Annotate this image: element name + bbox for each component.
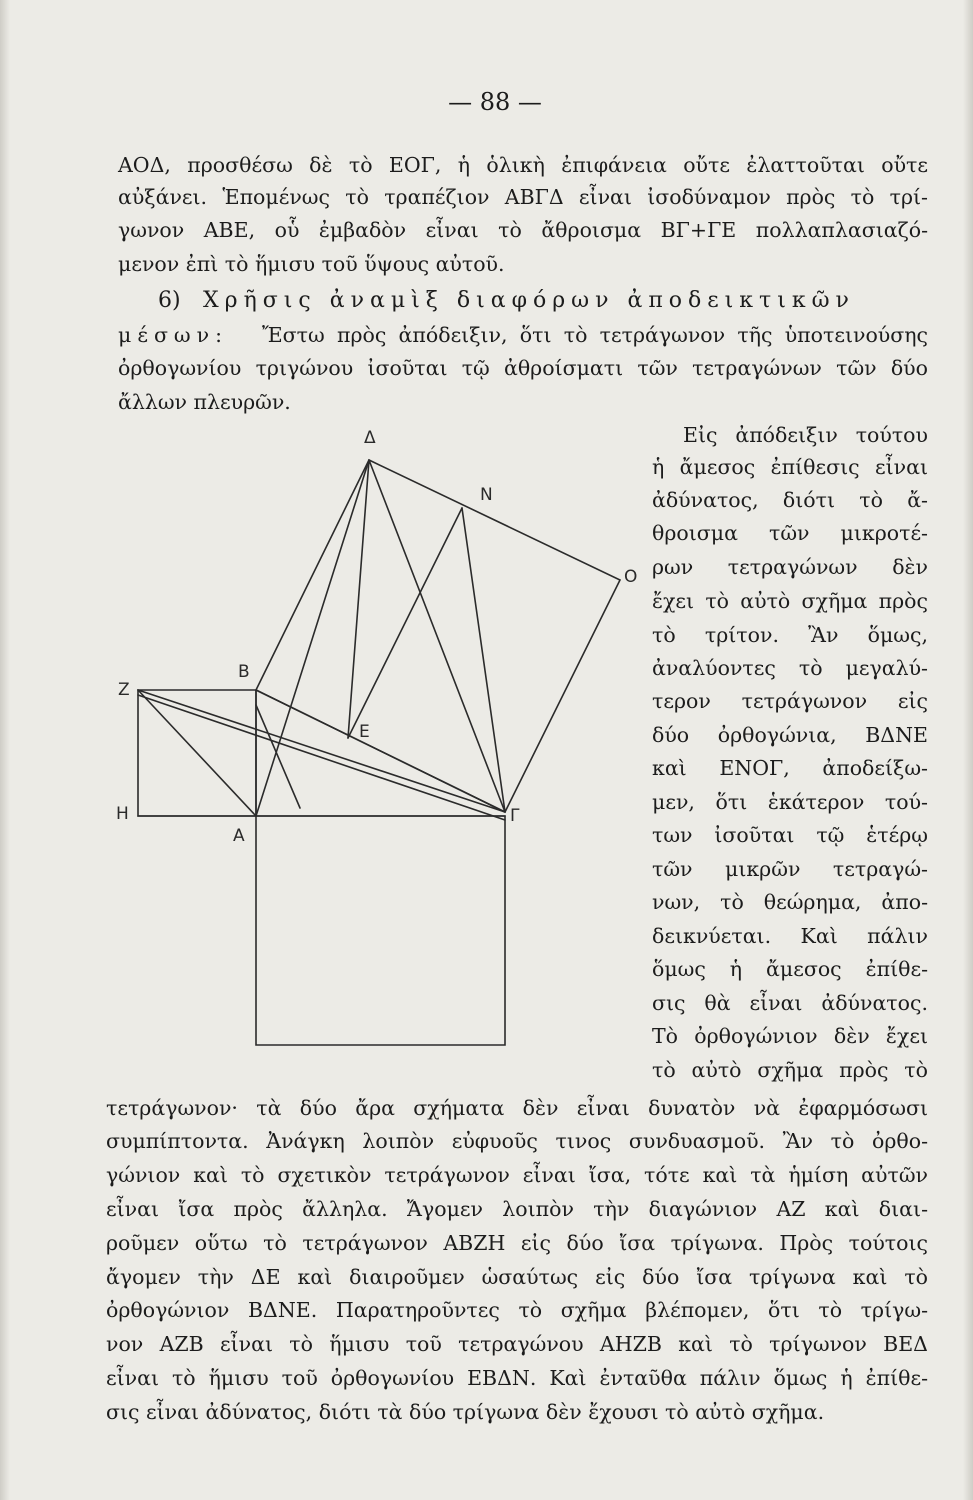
label-zeta: Ζ bbox=[118, 680, 130, 700]
text-line: ἄγομεν τὴν ΔΕ καὶ διαιροῦμεν ὡσαύτως εἰς δύο ἴσα τρίγωνα καὶ τὸ bbox=[106, 1265, 928, 1289]
side-text-line: ἀδύνατος, διότι τὸ ἄ- bbox=[652, 488, 928, 512]
line-da bbox=[256, 460, 369, 816]
line-n-g bbox=[462, 508, 505, 812]
text-line: ὀρθογώνιον ΒΔΝΕ. Παρατηροῦντες τὸ σχῆμα βλέπομεν, ὅτι τὸ τρίγω- bbox=[106, 1298, 928, 1322]
side-text-line: ρων τετραγώνων δὲν bbox=[652, 555, 928, 579]
label-omicron: Ο bbox=[624, 567, 638, 587]
text-line: αὐξάνει. Ἑπομένως τὸ τραπέζιον ΑΒΓΔ εἶναι ἰσοδύναμον πρὸς τὸ τρί- bbox=[118, 185, 928, 209]
lower-square bbox=[256, 816, 505, 1045]
hypotenuse-square bbox=[256, 460, 620, 812]
label-eta: Η bbox=[116, 804, 129, 824]
side-text-line: των ἰσοῦται τῷ ἑτέρῳ bbox=[652, 823, 928, 847]
side-text-line: ὅμως ἡ ἄμεσος ἐπίθε- bbox=[652, 957, 928, 981]
line-dg bbox=[369, 460, 505, 812]
section-number: 6) bbox=[158, 288, 181, 313]
section-heading: Χρῆσις ἀναμὶξ διαφόρων ἀποδεικτικῶν bbox=[203, 288, 855, 313]
line-zg bbox=[138, 690, 505, 812]
text-line: νον ΑΖΒ εἶναι τὸ ἥμισυ τοῦ τετραγώνου ΑΗΖΒ καὶ τὸ τρίγωνον ΒΕΔ bbox=[106, 1332, 928, 1356]
side-text-line: τὸ αὐτὸ σχῆμα πρὸς τὸ bbox=[652, 1058, 928, 1082]
side-text-line: ἀναλύοντες τὸ μεγαλύ- bbox=[652, 656, 928, 680]
side-text-line: Εἰς ἀπόδειξιν τούτου bbox=[683, 423, 928, 447]
text-line: γώνιον καὶ τὸ σχετικὸν τετράγωνον εἶναι ἴσα, τότε καὶ τὰ ἡμίση αὐτῶν bbox=[106, 1163, 928, 1187]
section-heading-cont: μέσων: bbox=[118, 323, 229, 347]
page-number: — 88 — bbox=[448, 88, 542, 116]
label-alpha: Α bbox=[233, 826, 245, 846]
side-text-line: καὶ ΕΝΟΓ, ἀποδείξω- bbox=[652, 756, 928, 780]
label-delta: Δ bbox=[364, 428, 376, 448]
text-line: σις εἶναι ἀδύνατος, διότι τὰ δύο τρίγωνα δὲν ἔχουσι τὸ αὐτὸ σχῆμα. bbox=[106, 1400, 825, 1424]
line-bd-long bbox=[256, 705, 300, 808]
label-nu: Ν bbox=[480, 485, 493, 505]
line-zg2 bbox=[138, 695, 505, 820]
text-line: ἄλλων πλευρῶν. bbox=[118, 390, 291, 414]
label-beta: Β bbox=[238, 662, 250, 682]
side-text-line: θροισμα τῶν μικροτέ- bbox=[652, 521, 928, 545]
side-text-line: δεικνύεται. Καὶ πάλιν bbox=[652, 924, 928, 948]
side-text-line: τερον τετράγωνον εἰς bbox=[652, 689, 928, 713]
side-text-line: νων, τὸ θεώρημα, ἀπο- bbox=[652, 890, 928, 914]
text-line: ροῦμεν οὕτω τὸ τετράγωνον ΑΒΖΗ εἰς δύο ἴσα τρίγωνα. Πρὸς τούτοις bbox=[106, 1231, 928, 1255]
line-en bbox=[348, 508, 462, 738]
text-line: τετράγωνον· τὰ δύο ἄρα σχήματα δὲν εἶναι δυνατὸν νὰ ἐφαρμόσωσι bbox=[106, 1096, 928, 1120]
text-line: ΑΟΔ, προσθέσω δὲ τὸ ΕΟΓ, ἡ ὁλικὴ ἐπιφάνεια οὔτε ἐλαττοῦται οὔτε bbox=[118, 153, 928, 177]
side-text-line: τῶν μικρῶν τετραγώ- bbox=[652, 857, 928, 881]
side-text-line: τὸ τρίτον. Ἂν ὅμως, bbox=[652, 623, 928, 647]
line-de bbox=[348, 460, 369, 738]
text-line: Ἔστω πρὸς ἀπόδειξιν, ὅτι τὸ τετράγωνον τῆς ὑποτεινούσης bbox=[262, 323, 928, 347]
side-text-line: ἔχει τὸ αὐτὸ σχῆμα πρὸς bbox=[652, 589, 928, 613]
side-text-line: δύο ὀρθογώνια, ΒΔΝΕ bbox=[652, 723, 928, 747]
side-text-line: μεν, ὅτι ἑκάτερον τού- bbox=[652, 790, 928, 814]
text-line: εἶναι ἴσα πρὸς ἄλληλα. Ἄγομεν λοιπὸν τὴν διαγώνιον ΑΖ καὶ διαι- bbox=[106, 1197, 928, 1221]
text-line: μενον ἐπὶ τὸ ἥμισυ τοῦ ὕψους αὐτοῦ. bbox=[118, 252, 505, 276]
text-line: γωνον ΑΒΕ, οὗ ἐμβαδὸν εἶναι τὸ ἄθροισμα ΒΓ+ΓΕ πολλαπλασιαζό- bbox=[118, 218, 928, 242]
label-epsilon: Ε bbox=[359, 722, 370, 742]
text-line: ὀρθογωνίου τριγώνου ἰσοῦται τῷ ἀθροίσματι τῶν τετραγώνων τῶν δύο bbox=[118, 356, 928, 380]
side-text-line: ἡ ἄμεσος ἐπίθεσις εἶναι bbox=[652, 455, 928, 479]
text-line: συμπίπτοντα. Ἀνάγκη λοιπὸν εὐφυοῦς τινος συνδυασμοῦ. Ἂν τὸ ὀρθο- bbox=[106, 1129, 928, 1153]
label-gamma: Γ bbox=[510, 806, 520, 826]
side-text-line: Τὸ ὀρθογώνιον δὲν ἔχει bbox=[652, 1024, 928, 1048]
side-text-line: σις θὰ εἶναι ἀδύνατος. bbox=[652, 991, 928, 1015]
text-line: εἶναι τὸ ἥμισυ τοῦ ὀρθογωνίου ΕΒΔΝ. Καὶ ἐνταῦθα πάλιν ὅμως ἡ ἐπίθε- bbox=[106, 1366, 928, 1390]
